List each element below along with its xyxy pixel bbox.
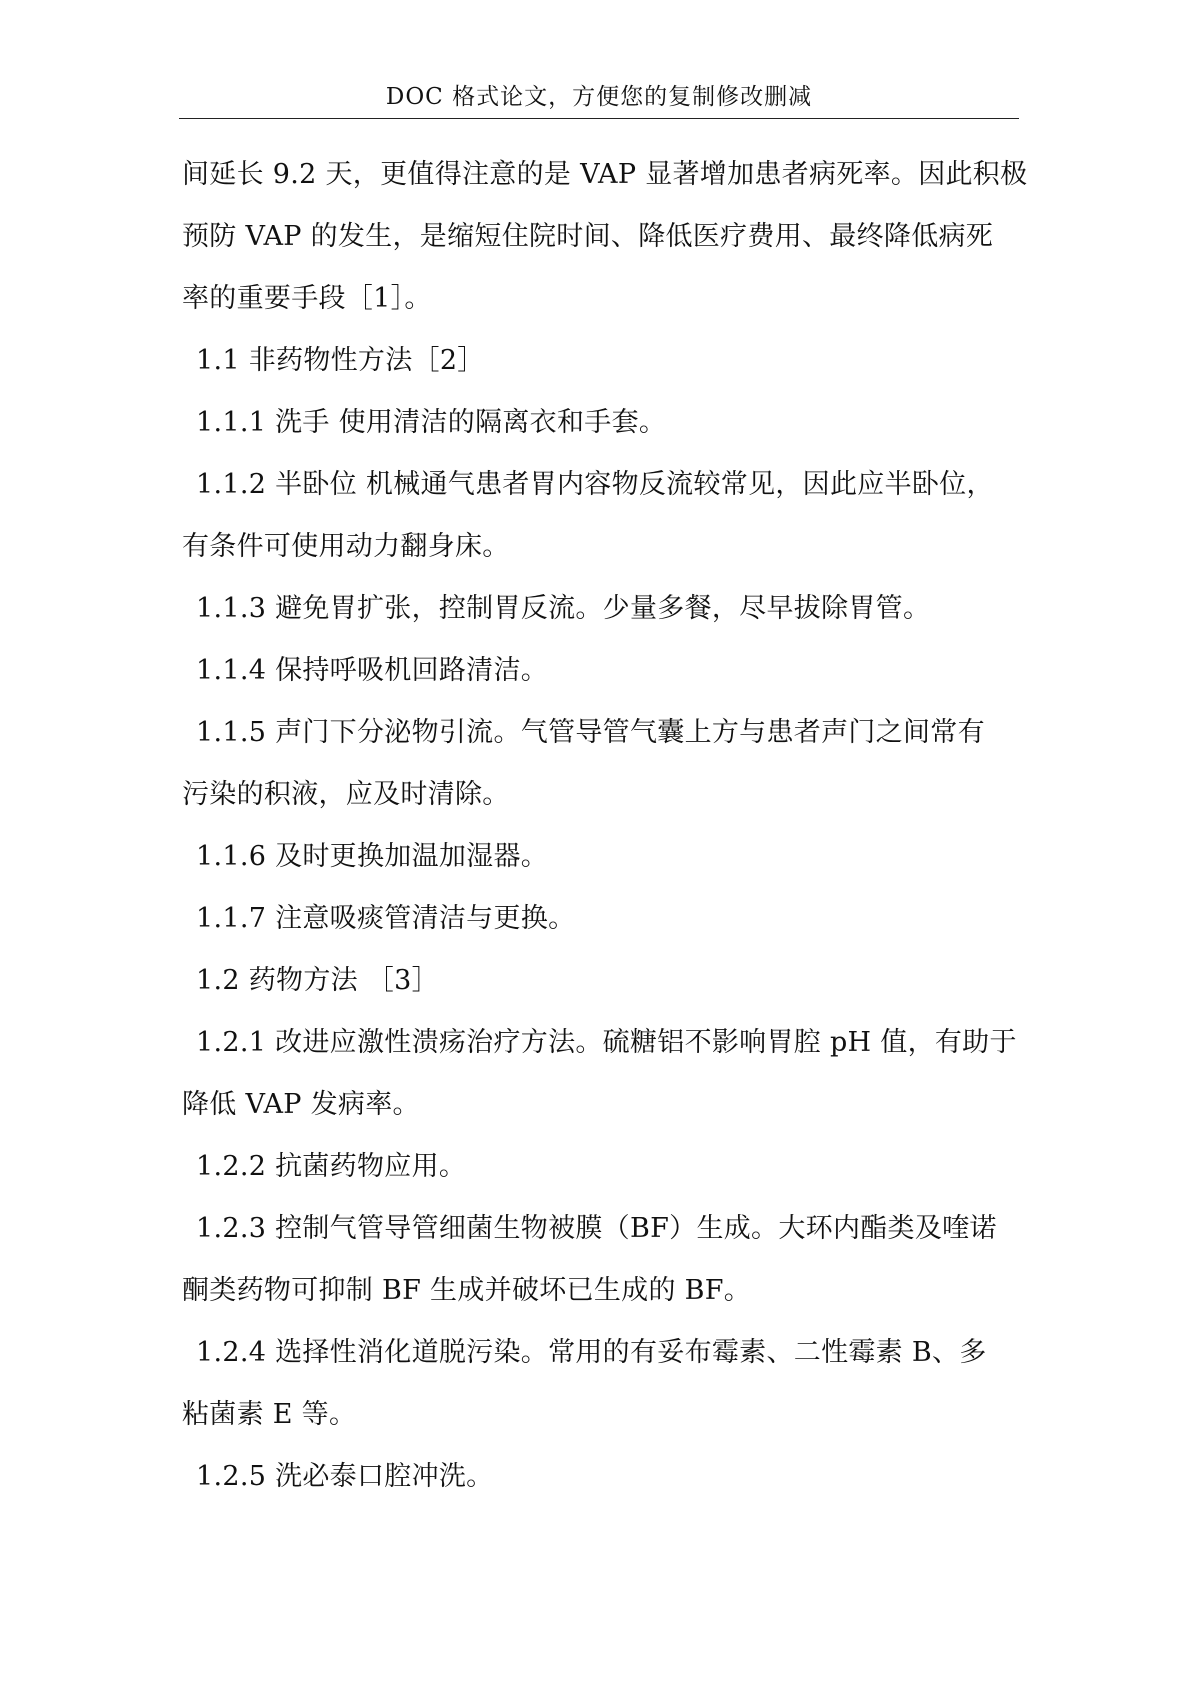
list-item: 1.2.2 抗菌药物应用。	[196, 1151, 467, 1182]
list-item: 1.2.1 改进应激性溃疡治疗方法。硫糖铝不影响胃腔 pH 值，有助于	[196, 1027, 1017, 1058]
section-heading: 1.2 药物方法 ［3］	[196, 965, 439, 996]
text-line: 酮类药物可抑制 BF 生成并破坏已生成的 BF。	[182, 1275, 752, 1306]
list-item: 1.2.4 选择性消化道脱污染。常用的有妥布霉素、二性霉素 B、多	[196, 1337, 987, 1368]
text-line: 粘菌素 E 等。	[182, 1399, 357, 1430]
header-divider	[179, 118, 1019, 119]
list-item: 1.1.1 洗手 使用清洁的隔离衣和手套。	[196, 407, 667, 438]
list-item: 1.2.5 洗必泰口腔冲洗。	[196, 1461, 494, 1492]
text-line: 率的重要手段［1］。	[182, 283, 432, 314]
list-item: 1.1.2 半卧位 机械通气患者胃内容物反流较常见，因此应半卧位，	[196, 469, 994, 500]
list-item: 1.2.3 控制气管导管细菌生物被膜（BF）生成。大环内酯类及喹诺	[196, 1213, 997, 1244]
text-line: 间延长 9.2 天，更值得注意的是 VAP 显著增加患者病死率。因此积极	[182, 159, 1028, 190]
list-item: 1.1.4 保持呼吸机回路清洁。	[196, 655, 549, 686]
list-item: 1.1.3 避免胃扩张，控制胃反流。少量多餐，尽早拔除胃管。	[196, 593, 931, 624]
section-heading: 1.1 非药物性方法［2］	[196, 345, 485, 376]
list-item: 1.1.6 及时更换加温加湿器。	[196, 841, 549, 872]
text-line: 降低 VAP 发病率。	[182, 1089, 420, 1120]
list-item: 1.1.5 声门下分泌物引流。气管导管气囊上方与患者声门之间常有	[196, 717, 985, 748]
page-header: DOC 格式论文，方便您的复制修改删减	[385, 84, 813, 110]
body-text	[182, 144, 1028, 1508]
text-line: 有条件可使用动力翻身床。	[182, 531, 510, 562]
text-line: 污染的积液，应及时清除。	[182, 779, 510, 810]
text-line: 预防 VAP 的发生，是缩短住院时间、降低医疗费用、最终降低病死	[182, 221, 994, 252]
list-item: 1.1.7 注意吸痰管清洁与更换。	[196, 903, 576, 934]
